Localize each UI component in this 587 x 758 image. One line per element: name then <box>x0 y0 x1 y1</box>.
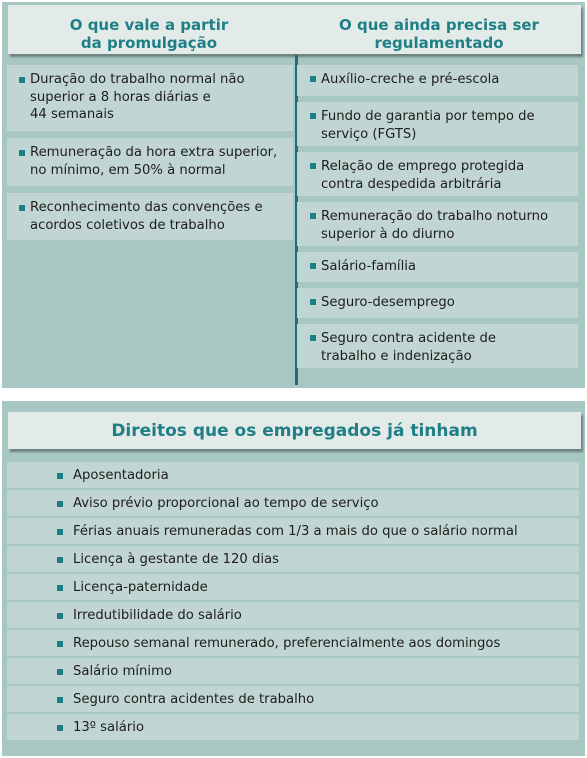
list-item-line: superior à do diurno <box>321 226 455 242</box>
bullet-icon <box>57 669 63 675</box>
list-item <box>7 602 579 628</box>
list-item-text <box>30 199 263 234</box>
bullet-icon <box>19 77 25 83</box>
list-item-line: Fundo de garantia por tempo de <box>321 109 535 124</box>
list-item-text <box>30 144 277 179</box>
existing-rights-title: Direitos que os empregados já tinham <box>111 421 478 441</box>
list-item <box>7 686 579 712</box>
list-item-text: Salário mínimo <box>73 664 172 679</box>
bullet-icon <box>57 697 63 703</box>
list-item-text: Seguro contra acidentes de trabalho <box>73 692 315 707</box>
list-item <box>297 65 578 96</box>
list-item <box>7 490 579 516</box>
bullet-icon <box>19 205 25 211</box>
list-item-text: Licença à gestante de 120 dias <box>73 552 279 567</box>
list-item-text: Férias anuais remuneradas com 1/3 a mais do que o salário normal <box>73 524 518 539</box>
right-column-title-line: O que ainda precisa ser <box>339 16 539 34</box>
bullet-icon <box>57 557 63 563</box>
list-item-line: superior a 8 horas diárias e <box>30 89 211 105</box>
existing-rights-list <box>7 462 579 742</box>
list-item-text <box>321 330 496 365</box>
list-item-text: Aposentadoria <box>73 468 169 483</box>
list-item-text: Aviso prévio proporcional ao tempo de serviço <box>73 496 379 511</box>
in-force-rights-list <box>7 65 293 247</box>
list-item <box>297 202 578 246</box>
list-item-text <box>321 158 524 193</box>
list-item-line: trabalho e indenização <box>321 348 472 364</box>
list-item <box>7 65 293 131</box>
bullet-icon <box>310 299 316 305</box>
list-item-text <box>30 71 245 124</box>
list-item-text <box>321 208 548 243</box>
bullet-icon <box>19 150 25 156</box>
list-item-line: 44 semanais <box>30 107 114 122</box>
bullet-icon <box>310 76 316 82</box>
bullet-icon <box>310 113 316 119</box>
left-column-title <box>14 16 284 52</box>
bullet-icon <box>57 529 63 535</box>
list-item <box>7 630 579 656</box>
list-item <box>7 138 293 186</box>
list-item <box>7 462 579 488</box>
bullet-icon <box>310 263 316 269</box>
list-item-line: Relação de emprego protegida <box>321 159 525 174</box>
bullet-icon <box>310 213 316 219</box>
list-item-line: Reconhecimento das convenções e <box>30 200 263 215</box>
list-item-line: Salário-família <box>321 259 416 274</box>
list-item <box>297 152 578 196</box>
bullet-icon <box>57 473 63 479</box>
list-item <box>7 193 293 240</box>
existing-rights-header-bar <box>8 412 581 449</box>
list-item <box>7 658 579 684</box>
list-item-line: Seguro contra acidente de <box>321 331 496 346</box>
list-item-line: Auxílio-creche e pré-escola <box>321 72 500 87</box>
list-item <box>7 574 579 600</box>
list-item <box>297 324 578 368</box>
left-column-title-line: da promulgação <box>80 34 218 52</box>
list-item-line: contra despedida arbitrária <box>321 176 502 192</box>
bullet-icon <box>310 163 316 169</box>
list-item-text <box>321 294 455 312</box>
bullet-icon <box>57 585 63 591</box>
bullet-icon <box>57 725 63 731</box>
list-item-text: Repouso semanal remunerado, preferencialmente aos domingos <box>73 636 501 651</box>
list-item <box>297 252 578 282</box>
bullet-icon <box>57 641 63 647</box>
right-column-title <box>304 16 574 52</box>
list-item-line: Remuneração da hora extra superior, <box>30 145 278 160</box>
list-item-line: serviço (FGTS) <box>321 126 417 142</box>
list-item-line: acordos coletivos de trabalho <box>30 217 225 233</box>
list-item-text <box>321 258 416 276</box>
bullet-icon <box>310 335 316 341</box>
list-item <box>297 102 578 146</box>
list-item <box>297 288 578 318</box>
left-column-title-line: O que vale a partir <box>69 16 229 34</box>
list-item <box>7 546 579 572</box>
list-item-text <box>321 71 499 89</box>
list-item-text: Licença-paternidade <box>73 580 208 595</box>
column-header-bar <box>8 5 581 54</box>
list-item <box>7 518 579 544</box>
right-column-title-line: regulamentado <box>374 34 504 52</box>
list-item <box>7 714 579 740</box>
bullet-icon <box>57 613 63 619</box>
list-item-text <box>321 108 535 143</box>
list-item-line: Remuneração do trabalho noturno <box>321 209 549 224</box>
list-item-line: Duração do trabalho normal não <box>30 72 245 87</box>
list-item-line: Seguro-desemprego <box>321 295 455 310</box>
list-item-line: no mínimo, em 50% à normal <box>30 162 226 178</box>
pending-regulation-list <box>297 65 578 374</box>
list-item-text: Irredutibilidade do salário <box>73 608 242 623</box>
list-item-text: 13º salário <box>73 720 145 735</box>
bullet-icon <box>57 501 63 507</box>
